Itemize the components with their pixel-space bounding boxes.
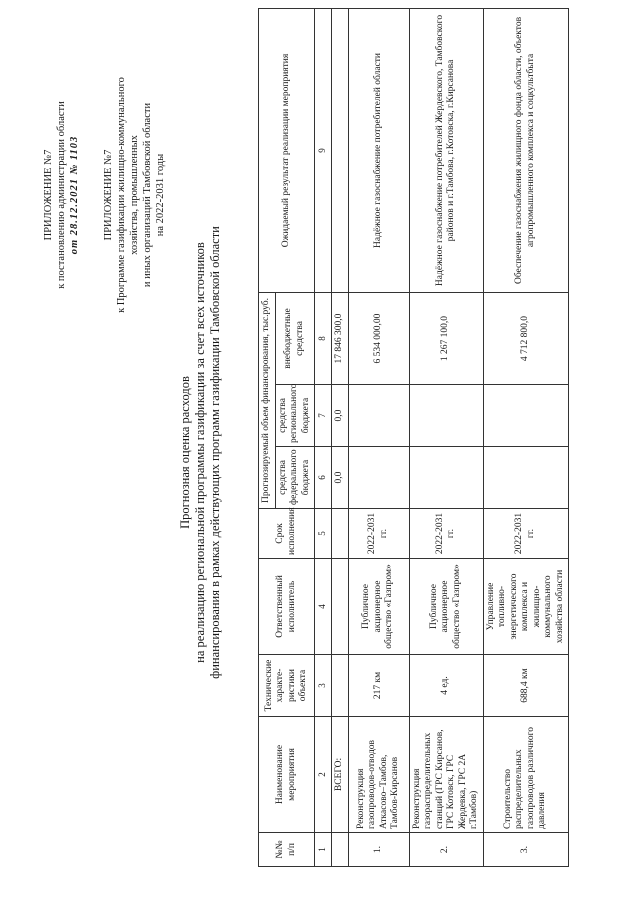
total-federal: 0,0	[331, 447, 348, 509]
header-name: Наименование мероприятия	[259, 717, 315, 833]
row-num: 2.	[409, 833, 483, 867]
column-number: 7	[315, 385, 332, 447]
resolution-annex-line: к постановлению администрации области	[56, 101, 67, 289]
program-annex-title: ПРИЛОЖЕНИЕ №7	[103, 149, 114, 241]
total-row	[331, 8, 348, 866]
document-title-line-1: Прогнозная оценка расходов	[178, 376, 192, 529]
header-funding: Прогнозируемый объем финансирования, тыс.руб.	[259, 292, 276, 508]
column-number: 4	[315, 559, 332, 655]
document-title-line-2: на реализацию региональной программы газификации за счет всех источников	[193, 242, 207, 663]
column-number: 6	[315, 447, 332, 509]
program-annex-line-3: и иных организаций Тамбовской области	[142, 102, 153, 288]
row-executor: Управление топливно-энергетического комплекса и жилищно-коммунального хозяйства области	[483, 559, 569, 655]
row-extra: 6 534 000,00	[348, 292, 409, 384]
document-title-line-3: финансирования в рамках действующих программ газификации Тамбовской области	[208, 226, 222, 679]
row-tech: 688,4 км	[483, 655, 569, 717]
column-number: 2	[315, 717, 332, 833]
column-number: 9	[315, 8, 332, 292]
row-tech: 217 км	[348, 655, 409, 717]
row-regional	[348, 385, 409, 447]
table-row	[348, 8, 409, 866]
row-name: Реконструкция газопроводов-отводов Аткасово–Тамбов, Тамбов-Кирсанов	[348, 717, 409, 833]
header-executor: Ответственный исполнитель	[259, 559, 315, 655]
row-federal	[409, 447, 483, 509]
program-annex-line-4: на 2022-2031 годы	[155, 153, 166, 237]
column-number: 8	[315, 292, 332, 384]
header-federal: средства федерального бюджета	[275, 447, 315, 509]
row-federal	[483, 447, 569, 509]
row-regional	[409, 385, 483, 447]
row-term: 2022-2031 гг.	[348, 509, 409, 559]
table-row	[409, 8, 483, 866]
row-name: Строительство распределительных газопроводов различного давления	[483, 717, 569, 833]
header-term: Срок исполнения	[259, 509, 315, 559]
row-num: 3.	[483, 833, 569, 867]
header-num: №№ п/п	[259, 833, 315, 867]
row-num: 1.	[348, 833, 409, 867]
program-annex-line-1: к Программе газификации жилищно-коммунального	[116, 77, 127, 313]
header-tech: Технические характе-ристики объекта	[259, 655, 315, 717]
document-title	[178, 0, 223, 905]
header-extra: внебюджетные средства	[275, 292, 315, 384]
total-label: ВСЕГО:	[331, 717, 348, 833]
table-row	[483, 8, 569, 866]
resolution-annex-title: ПРИЛОЖЕНИЕ №7	[43, 149, 54, 241]
row-executor: Публичное акционерное общество «Газпром»	[348, 559, 409, 655]
row-result: Надёжное газоснабжение потребителей области	[348, 8, 409, 292]
row-executor: Публичное акционерное общество «Газпром»	[409, 559, 483, 655]
row-term: 2022-2031 гг.	[483, 509, 569, 559]
row-tech: 4 ед.	[409, 655, 483, 717]
column-number: 3	[315, 655, 332, 717]
row-extra: 1 267 100,0	[409, 292, 483, 384]
row-term: 2022-2031 гг.	[409, 509, 483, 559]
column-number: 5	[315, 509, 332, 559]
expense-table	[258, 8, 569, 867]
column-number: 1	[315, 833, 332, 867]
row-regional	[483, 385, 569, 447]
row-extra: 4 712 800,0	[483, 292, 569, 384]
resolution-annex-header	[42, 0, 81, 390]
total-regional: 0,0	[331, 385, 348, 447]
header-regional: средства регионального бюджета	[275, 385, 315, 447]
row-result: Обеспечение газоснабжения жилищного фонда области, объектов агропромышленного комплекса и соцкультбыта	[483, 8, 569, 292]
handwritten-signature: от 28.12.2021 № 1103	[69, 135, 80, 255]
program-annex-line-2: хозяйства, промышленных	[129, 135, 140, 255]
total-extra: 17 846 300,0	[331, 292, 348, 384]
column-number-row	[315, 8, 332, 866]
row-name: Реконструкция газораспределительных станций (ГРС Кирсанов, ГРС Котовск, ГРС Жердевка, ГРС 2А г.Тамбов)	[409, 717, 483, 833]
program-annex-header	[102, 0, 167, 390]
row-result: Надёжное газоснабжение потребителей Жердевского, Тамбовского районов и г.Тамбова, г.Котовска, г.Кирсанова	[409, 8, 483, 292]
row-federal	[348, 447, 409, 509]
header-result: Ожидаемый результат реализации мероприятия	[259, 8, 315, 292]
